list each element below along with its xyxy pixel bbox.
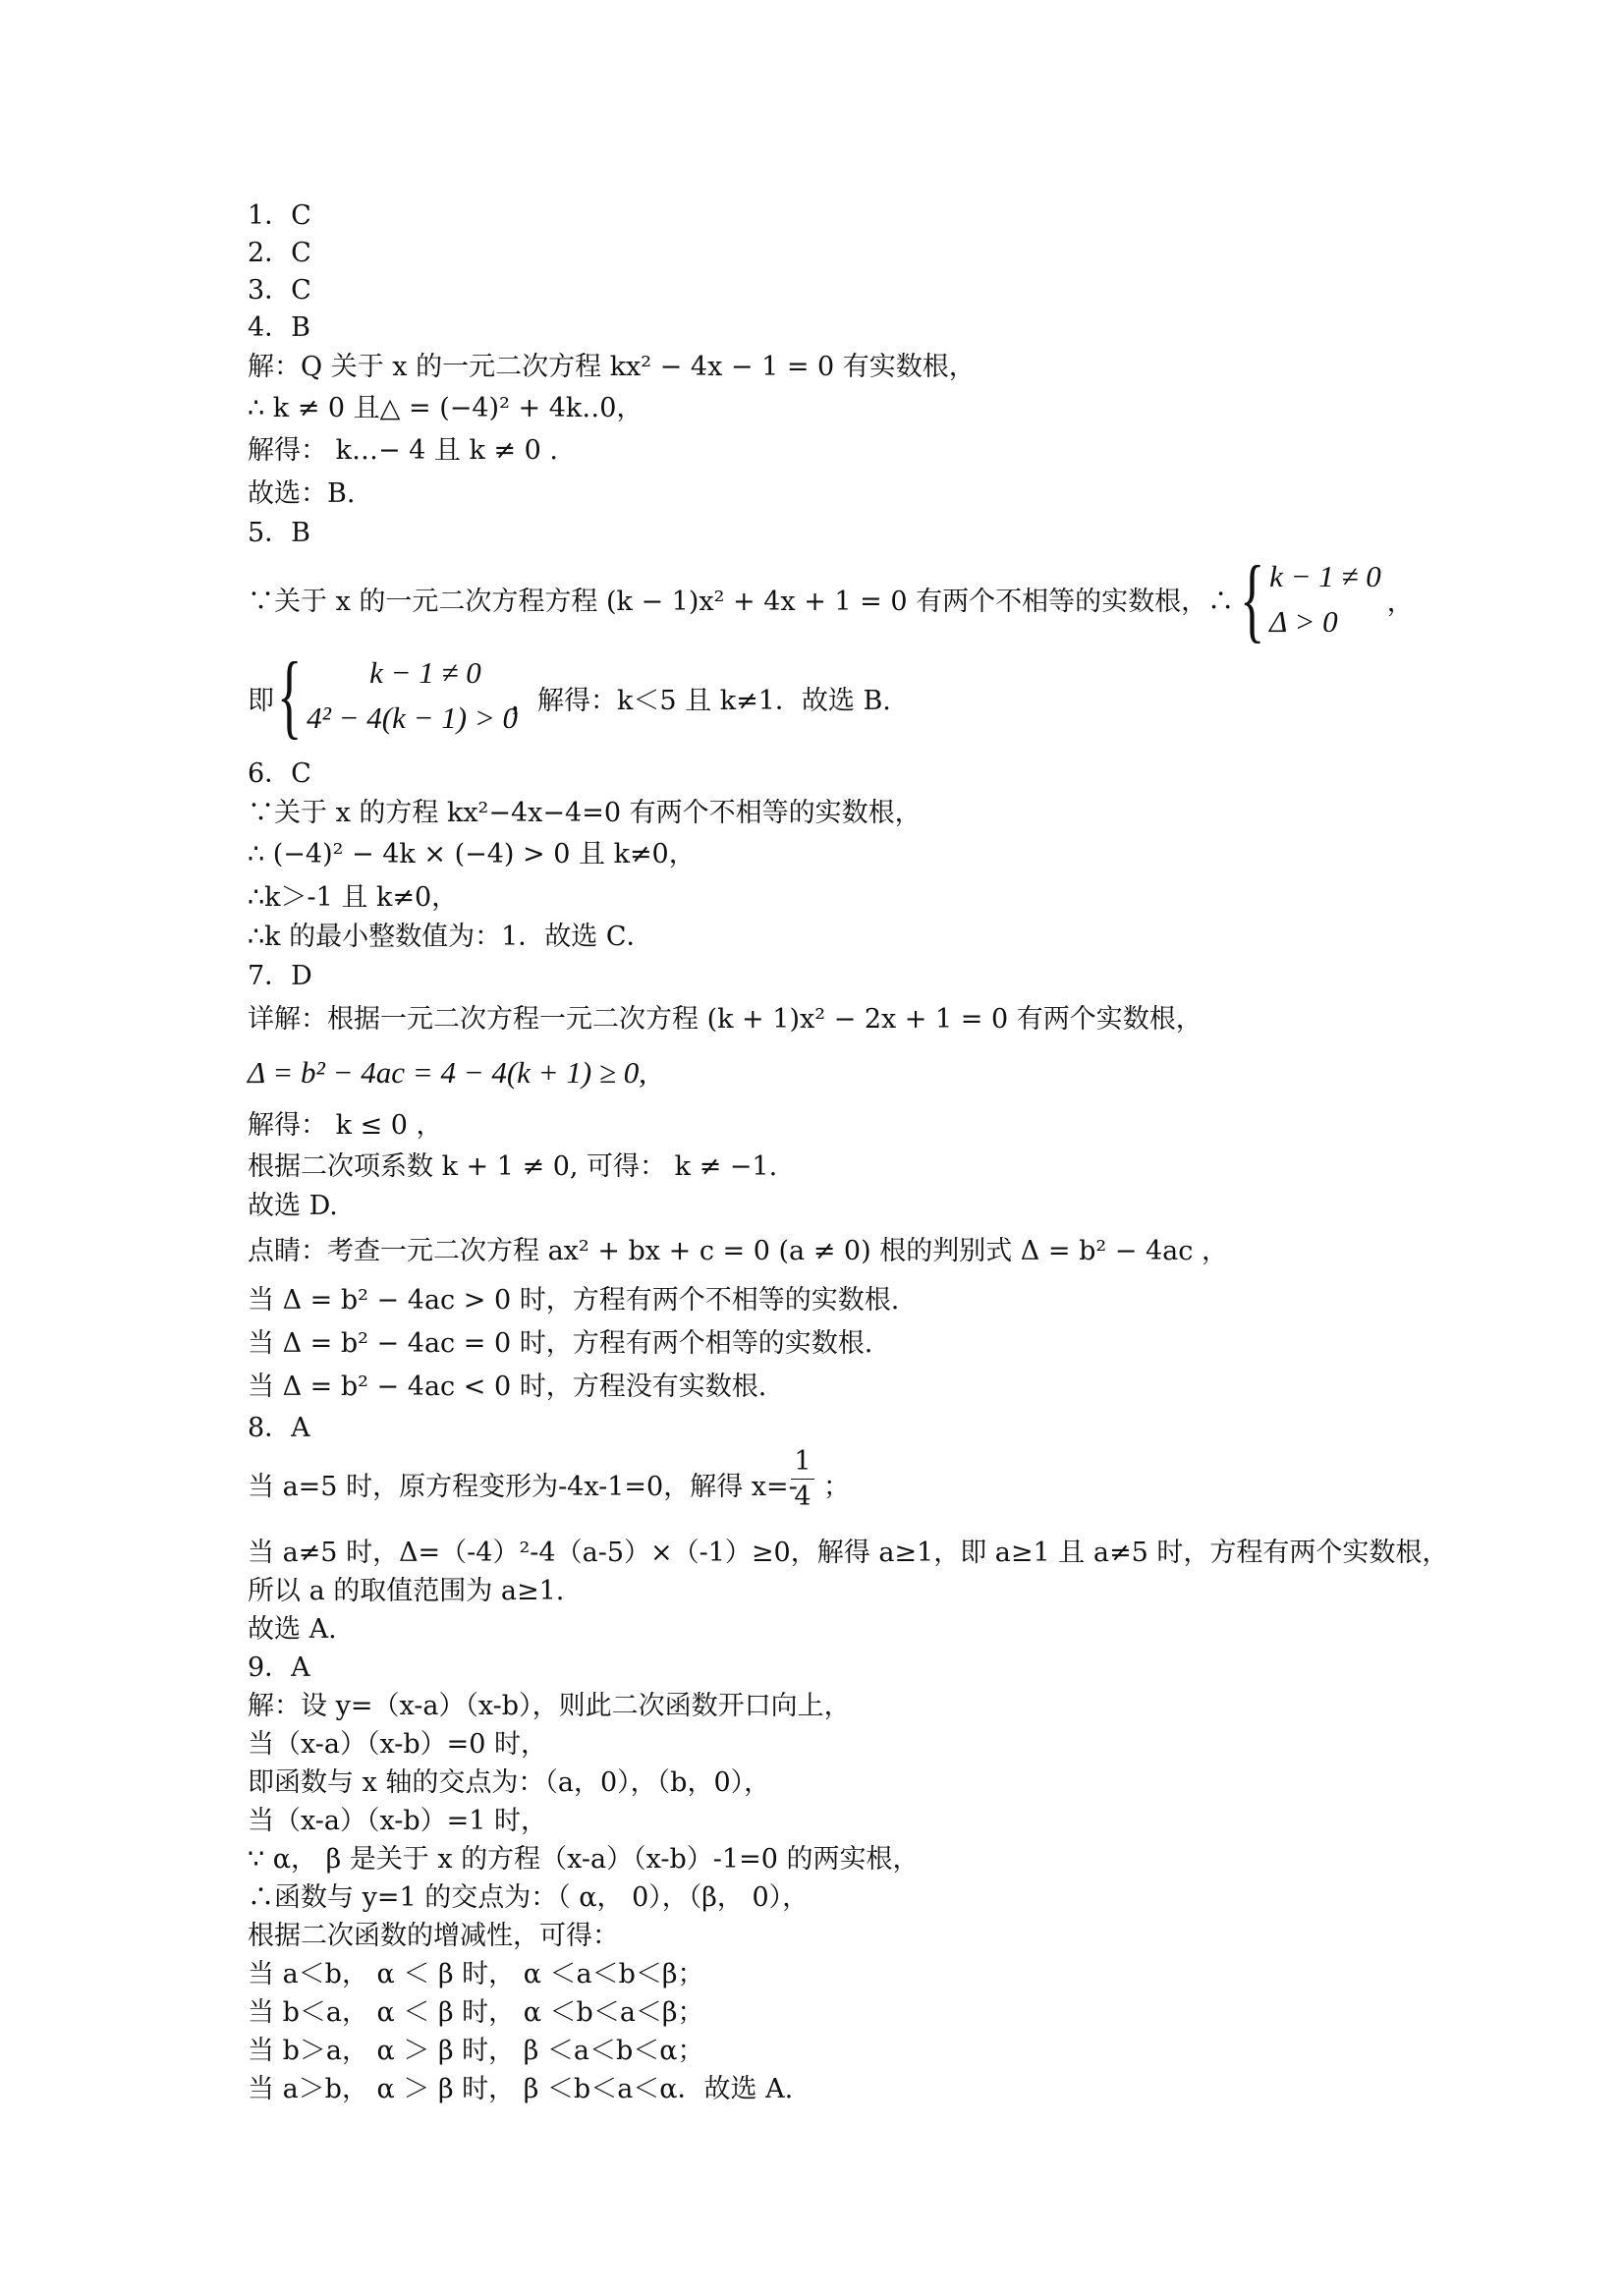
solution-5-line-3: ，解得：k＜5 且 k≠1．故选 B. [511, 686, 891, 716]
answer-9: 9．A [248, 1652, 310, 1683]
system-5b-row-2: 4² − 4(k − 1) > 0 [307, 700, 519, 735]
solution-9-line-9: 当 b＜a， α ＜ β 时， α ＜b＜a＜β； [248, 1997, 704, 2028]
solution-6-line-2: ∴ (−4)² − 4k × (−4) > 0 且 k≠0， [248, 839, 696, 869]
solution-6-line-4: ∴k 的最小整数值为：1．故选 C． [248, 922, 653, 952]
solution-7-line-8: 当 Δ = b² − 4ac = 0 时，方程有两个相等的实数根. [248, 1328, 873, 1359]
solution-9-line-10: 当 b＞a， α ＞ β 时， β ＜a＜b＜α； [248, 2036, 704, 2066]
solution-4-line-3: 解得： k…− 4 且 k ≠ 0 . [248, 435, 558, 466]
fraction-numerator: 1 [794, 1446, 812, 1477]
solution-9-line-6: ∴函数与 y=1 的交点为：（ α， 0），（β， 0）， [248, 1882, 810, 1913]
solution-8-line-1: 当 a=5 时，原方程变形为-4x-1=0，解得 x=- [248, 1472, 798, 1502]
system-5b-row-1: k − 1 ≠ 0 [369, 655, 481, 690]
answer-7: 7．D [248, 961, 312, 991]
solution-9-line-11: 当 a＞b， α ＞ β 时， β ＜b＜a＜α．故选 A. [248, 2074, 794, 2104]
answer-4: 4．B [248, 312, 311, 343]
system-5a-comma: ， [1386, 587, 1414, 618]
fraction-one-quarter [791, 1446, 814, 1512]
answer-3: 3．C [248, 275, 311, 306]
solution-5-line-1: ∵关于 x 的一元二次方程方程 (k − 1)x² + 4x + 1 = 0 有两个不相等的实数根，∴ [248, 587, 1235, 617]
solution-9-line-7: 根据二次函数的增减性，可得： [248, 1921, 619, 1951]
solution-7-line-4: 根据二次项系数 k + 1 ≠ 0, 可得： k ≠ −1. [248, 1151, 778, 1182]
system-5a-row-1: k − 1 ≠ 0 [1269, 559, 1381, 593]
solution-7-line-5: 故选 D. [248, 1191, 338, 1221]
system-5a-row-2: Δ > 0 [1269, 604, 1338, 639]
answer-2: 2．C [248, 238, 311, 268]
solution-5-line-2: 即 [248, 686, 274, 716]
solution-9-line-4: 当（x-a）（x-b）=1 时， [248, 1806, 548, 1836]
solution-9-line-5: ∵ α， β 是关于 x 的方程（x-a）（x-b）-1=0 的两实根， [248, 1844, 920, 1875]
solution-7-line-6: 点睛：考查一元二次方程 ax² + bx + c = 0 (a ≠ 0) 根的判别式 Δ = b² − 4ac ， [248, 1236, 1228, 1266]
solution-8-line-3: 所以 a 的取值范围为 a≥1. [248, 1576, 565, 1606]
brace-icon: { [277, 643, 303, 748]
answer-5: 5．B [248, 518, 311, 548]
fraction-bar [791, 1479, 814, 1480]
solution-8-line-4: 故选 A. [248, 1614, 337, 1645]
solution-7-line-2: Δ = b² − 4ac = 4 − 4(k + 1) ≥ 0, [248, 1055, 646, 1090]
solution-9-line-3: 即函数与 x 轴的交点为：（a，0），（b，0）， [248, 1767, 771, 1798]
solution-4-line-2: ∴ k ≠ 0 且△ = (−4)² + 4k‥0， [248, 393, 644, 423]
solution-4-line-1: 解：Q 关于 x 的一元二次方程 kx² − 4x − 1 = 0 有实数根， [248, 352, 976, 382]
system-5b [277, 643, 519, 748]
solution-7-line-3: 解得： k ≤ 0 ， [248, 1110, 443, 1141]
solution-9-line-8: 当 a＜b， α ＜ β 时， α ＜a＜b＜β； [248, 1959, 704, 1989]
solution-8-line-1-end: ； [823, 1472, 850, 1502]
solution-8-line-2: 当 a≠5 时，Δ=（-4）²-4（a-5）×（-1）≥0，解得 a≥1，即 a≥1 且 a≠5 时，方程有两个实数根， [248, 1538, 1449, 1568]
solution-6-line-3: ∴k＞-1 且 k≠0， [248, 882, 459, 913]
solution-9-line-1: 解：设 y=（x-a）（x-b），则此二次函数开口向上， [248, 1691, 851, 1721]
fraction-denominator: 4 [794, 1482, 812, 1512]
answer-6: 6．C [248, 758, 311, 789]
system-5a [1240, 546, 1414, 651]
answer-8: 8．A [248, 1413, 310, 1443]
solution-6-line-1: ∵关于 x 的方程 kx²−4x−4=0 有两个不相等的实数根， [248, 798, 922, 828]
answer-1: 1．C [248, 200, 311, 231]
solution-7-line-7: 当 Δ = b² − 4ac > 0 时，方程有两个不相等的实数根. [248, 1285, 900, 1316]
brace-icon: { [1240, 546, 1265, 651]
solution-9-line-2: 当（x-a）（x-b）=0 时， [248, 1729, 548, 1760]
solution-7-line-1: 详解：根据一元二次方程一元二次方程 (k + 1)x² − 2x + 1 = 0 有两个实数根， [248, 1004, 1203, 1035]
solution-7-line-9: 当 Δ = b² − 4ac < 0 时，方程没有实数根. [248, 1372, 767, 1402]
solution-4-line-4: 故选：B. [248, 478, 356, 509]
